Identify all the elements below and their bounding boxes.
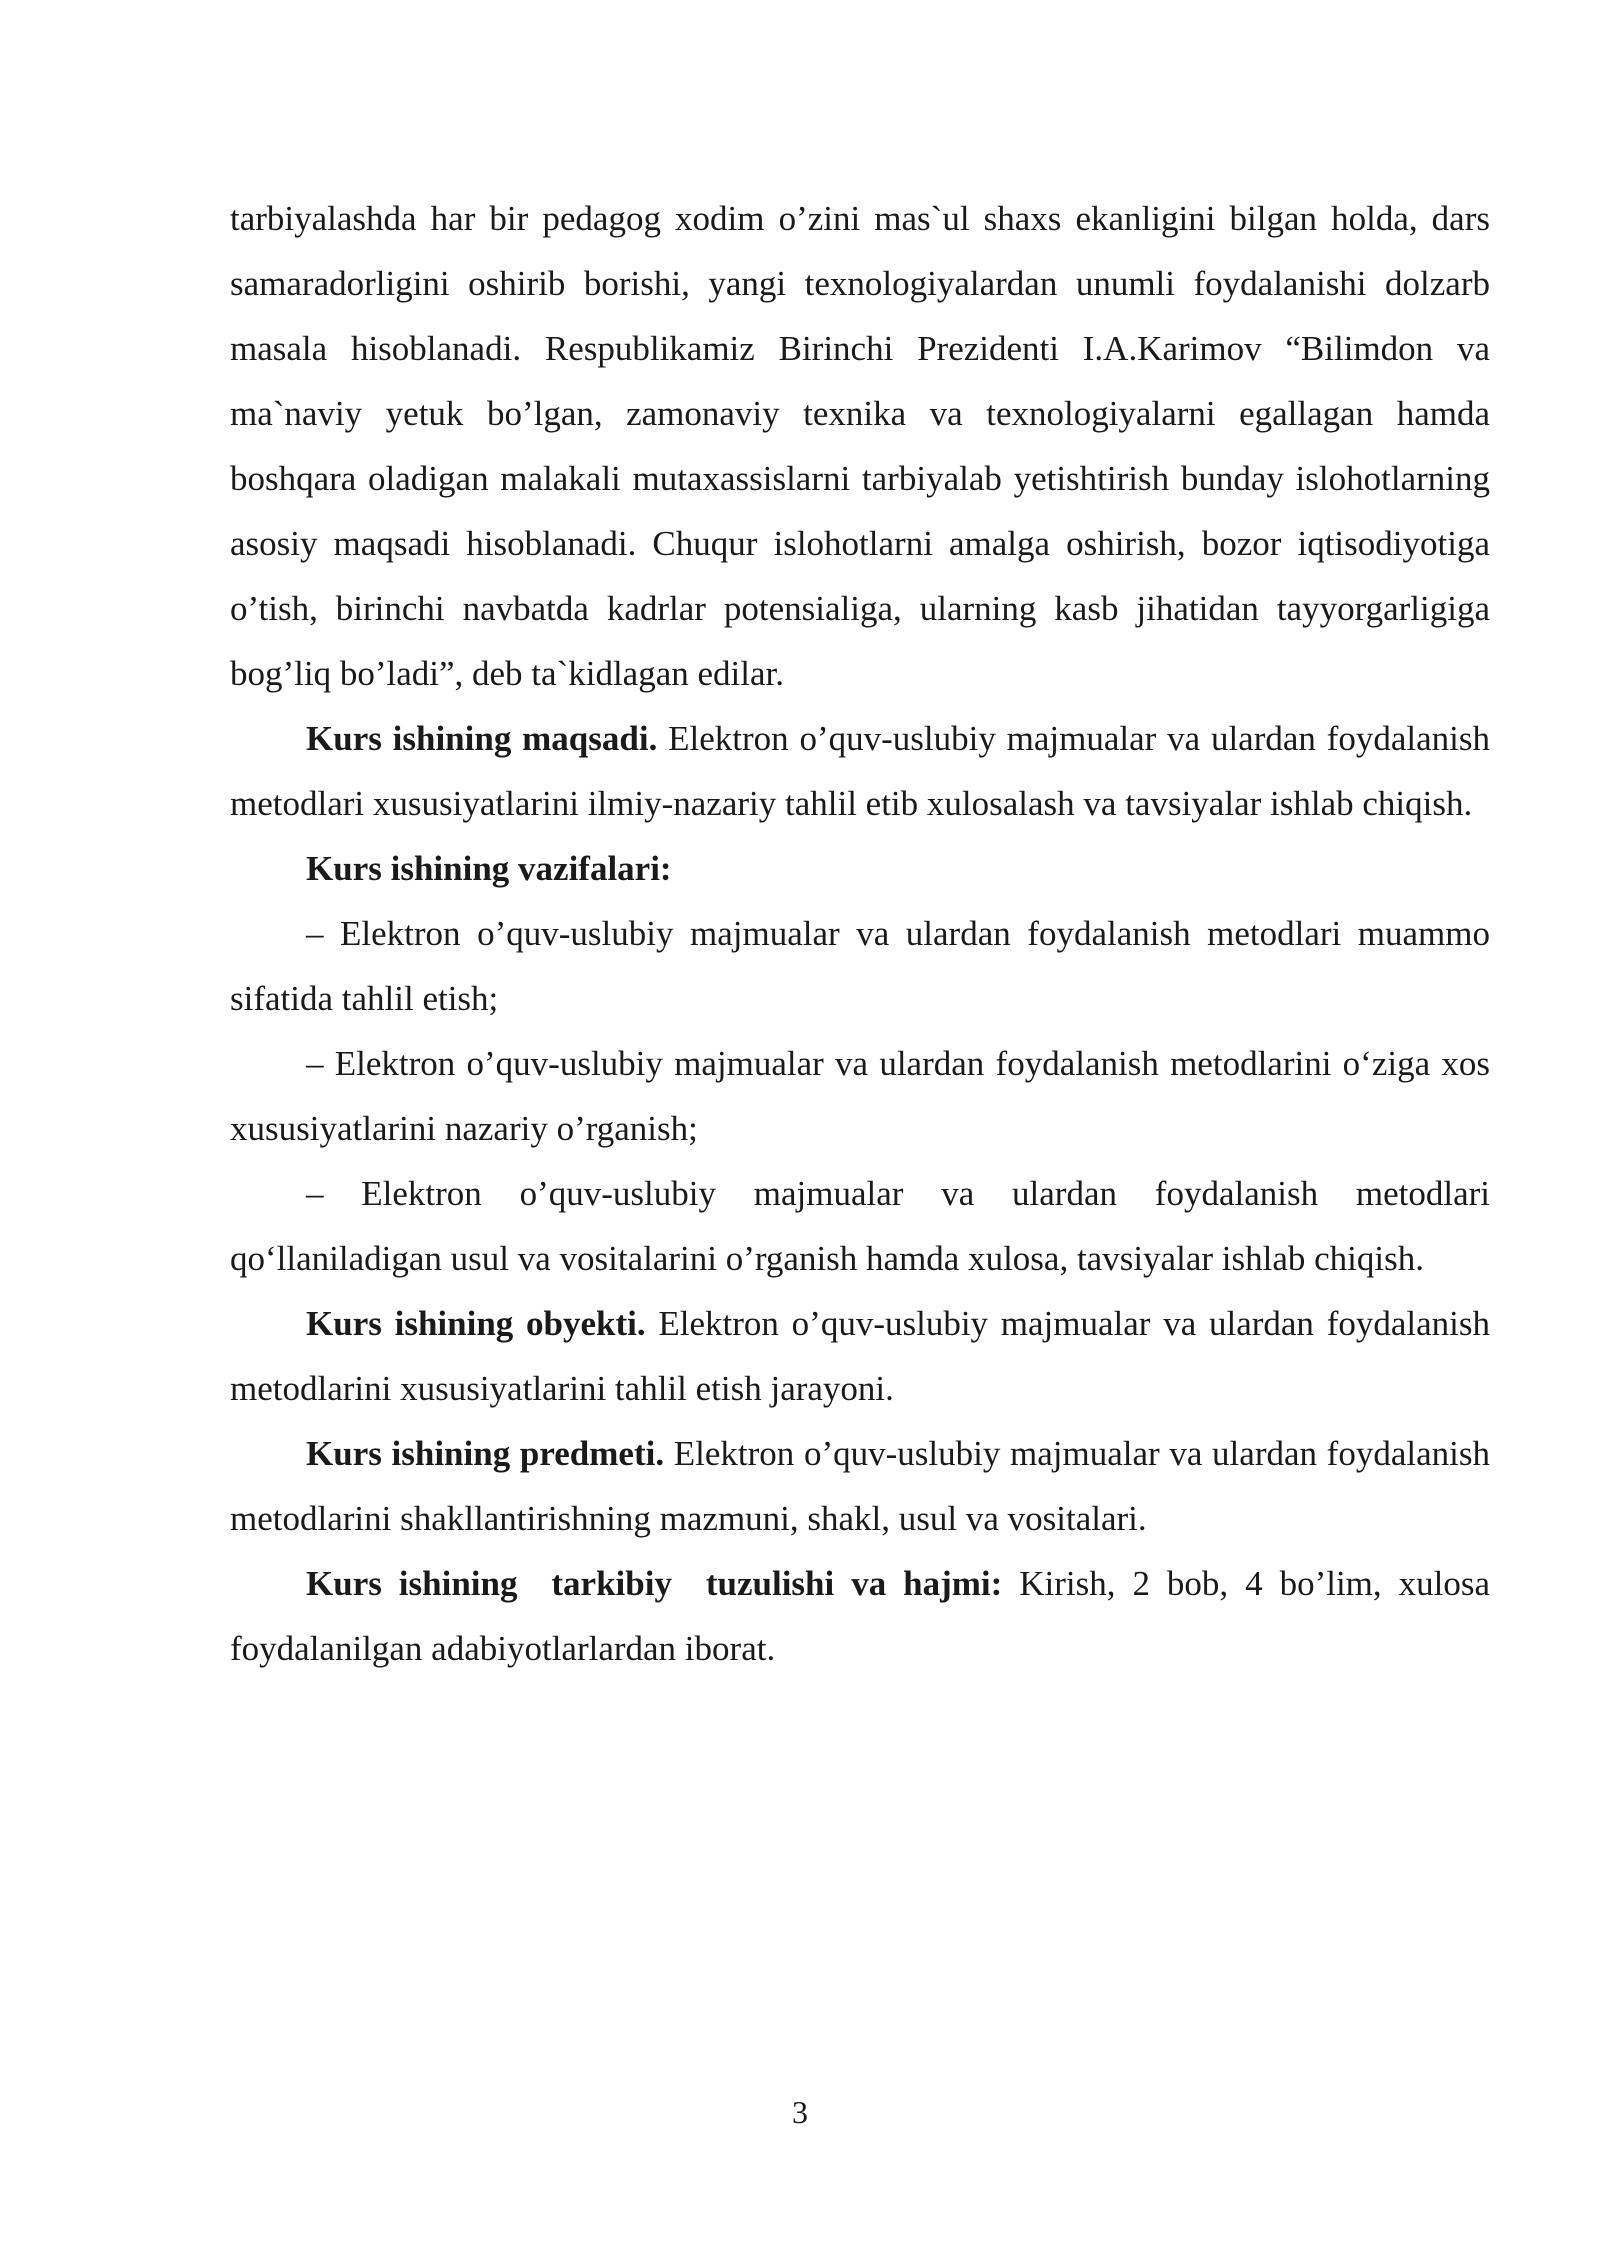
object-text: Elektron o’quv-uslubiy majmualar va ulardan foydalanish metodlarini xususiyatlarini tahlil etish jarayoni. xyxy=(230,1304,1490,1408)
page-number: 3 xyxy=(792,2094,808,2130)
subject-text: Elektron o’quv-uslubiy majmualar va ulardan foydalanish metodlarini shakllantirishning mazmuni, shakl, usul va vositalari. xyxy=(230,1434,1490,1538)
task-item-2: – Elektron o’quv-uslubiy majmualar va ulardan foydalanish metodlarini o‘ziga xos xususiyatlarini nazariy o’rganish; xyxy=(230,1044,1490,1148)
goal-text: Elektron o’quv-uslubiy majmualar va ulardan foydalanish metodlari xususiyatlarini ilmiy-nazariy tahlil etib xulosalash va tavsiyalar ishlab chiqish. xyxy=(230,719,1490,823)
object-heading: Kurs ishining obyekti. xyxy=(306,1304,646,1343)
structure-text: Kirish, 2 bob, 4 bo’lim, xulosa foydalanilgan adabiyotlarlardan iborat. xyxy=(230,1564,1490,1668)
intro-paragraph: tarbiyalashda har bir pedagog xodim o’zini mas`ul shaxs ekanligini bilgan holda, dars samaradorligini oshirib borishi, yangi texnologiyalardan unumli foydalanishi dolzarb masala hisoblanadi. Respublikamiz Birinchi Prezidenti I.A.Karimov “Bilimdon va ma`naviy yetuk bo’lgan, zamonaviy texnika va texnologiyalarni egallagan hamda boshqara oladigan malakali mutaxassislarni tarbiyalab yetishtirish bunday islohotlarning asosiy maqsadi hisoblanadi. Chuqur islohotlarni amalga oshirish, bozor iqtisodiyotiga o’tish, birinchi navbatda kadrlar potensialiga, ularning kasb jihatidan tayyorgarligiga bog’liq bo’ladi”, deb ta`kidlagan edilar. xyxy=(230,199,1490,693)
structure-paragraph xyxy=(230,1551,1490,1681)
structure-heading: Kurs ishining tarkibiy tuzulishi va hajmi: xyxy=(306,1564,1003,1603)
document-body xyxy=(230,186,1490,1681)
subject-heading: Kurs ishining predmeti. xyxy=(306,1434,665,1473)
task-item-3: – Elektron o’quv-uslubiy majmualar va ulardan foydalanish metodlari qo‘llaniladigan usul va vositalarini o’rganish hamda xulosa, tavsiyalar ishlab chiqish. xyxy=(230,1174,1490,1278)
goal-heading: Kurs ishining maqsadi. xyxy=(306,719,658,758)
goal-paragraph xyxy=(230,706,1490,836)
task-item-1: – Elektron o’quv-uslubiy majmualar va ulardan foydalanish metodlari muammo sifatida tahlil etish; xyxy=(230,914,1490,1018)
tasks-heading: Kurs ishining vazifalari: xyxy=(306,849,672,888)
subject-paragraph xyxy=(230,1421,1490,1551)
object-paragraph xyxy=(230,1291,1490,1421)
